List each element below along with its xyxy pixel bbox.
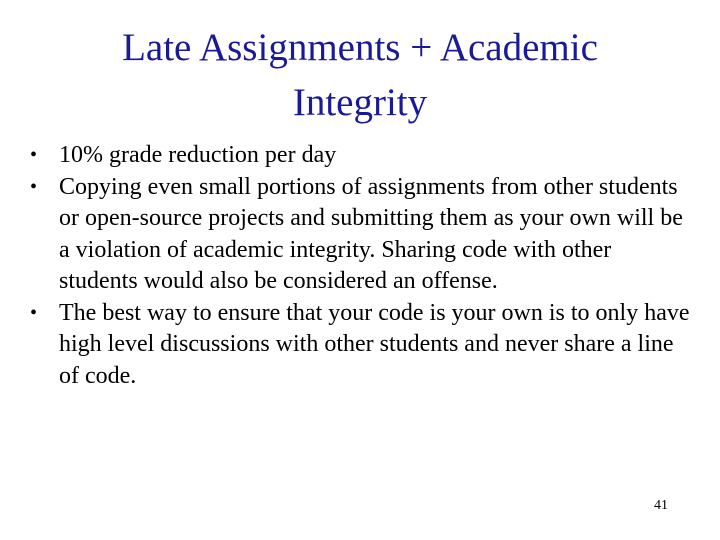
- bullet-text: Copying even small portions of assignments from other students or open-source projects and submitting them as your own will be a violation of academic integrity. Sharing code with other students would also be considered an offense.: [59, 173, 683, 294]
- bullet-item-copying: [30, 172, 690, 298]
- bullet-text: The best way to ensure that your code is your own is to only have high level discussions with other students and never share a line of code.: [59, 299, 690, 389]
- page-number: 41: [654, 498, 668, 513]
- bullet-text: 10% grade reduction per day: [59, 142, 337, 168]
- bullet-list: [30, 140, 690, 392]
- slide-title: [40, 20, 680, 130]
- bullet-item-grade-reduction: [30, 140, 690, 172]
- bullet-item-best-way: [30, 298, 690, 393]
- bullet-dot-icon: •: [30, 175, 38, 198]
- slide-title-line-2: Integrity: [292, 81, 428, 124]
- bullet-dot-icon: •: [30, 301, 38, 324]
- bullet-dot-icon: •: [30, 144, 38, 166]
- slide-title-line-1: Late Assignments + Academic: [122, 26, 598, 69]
